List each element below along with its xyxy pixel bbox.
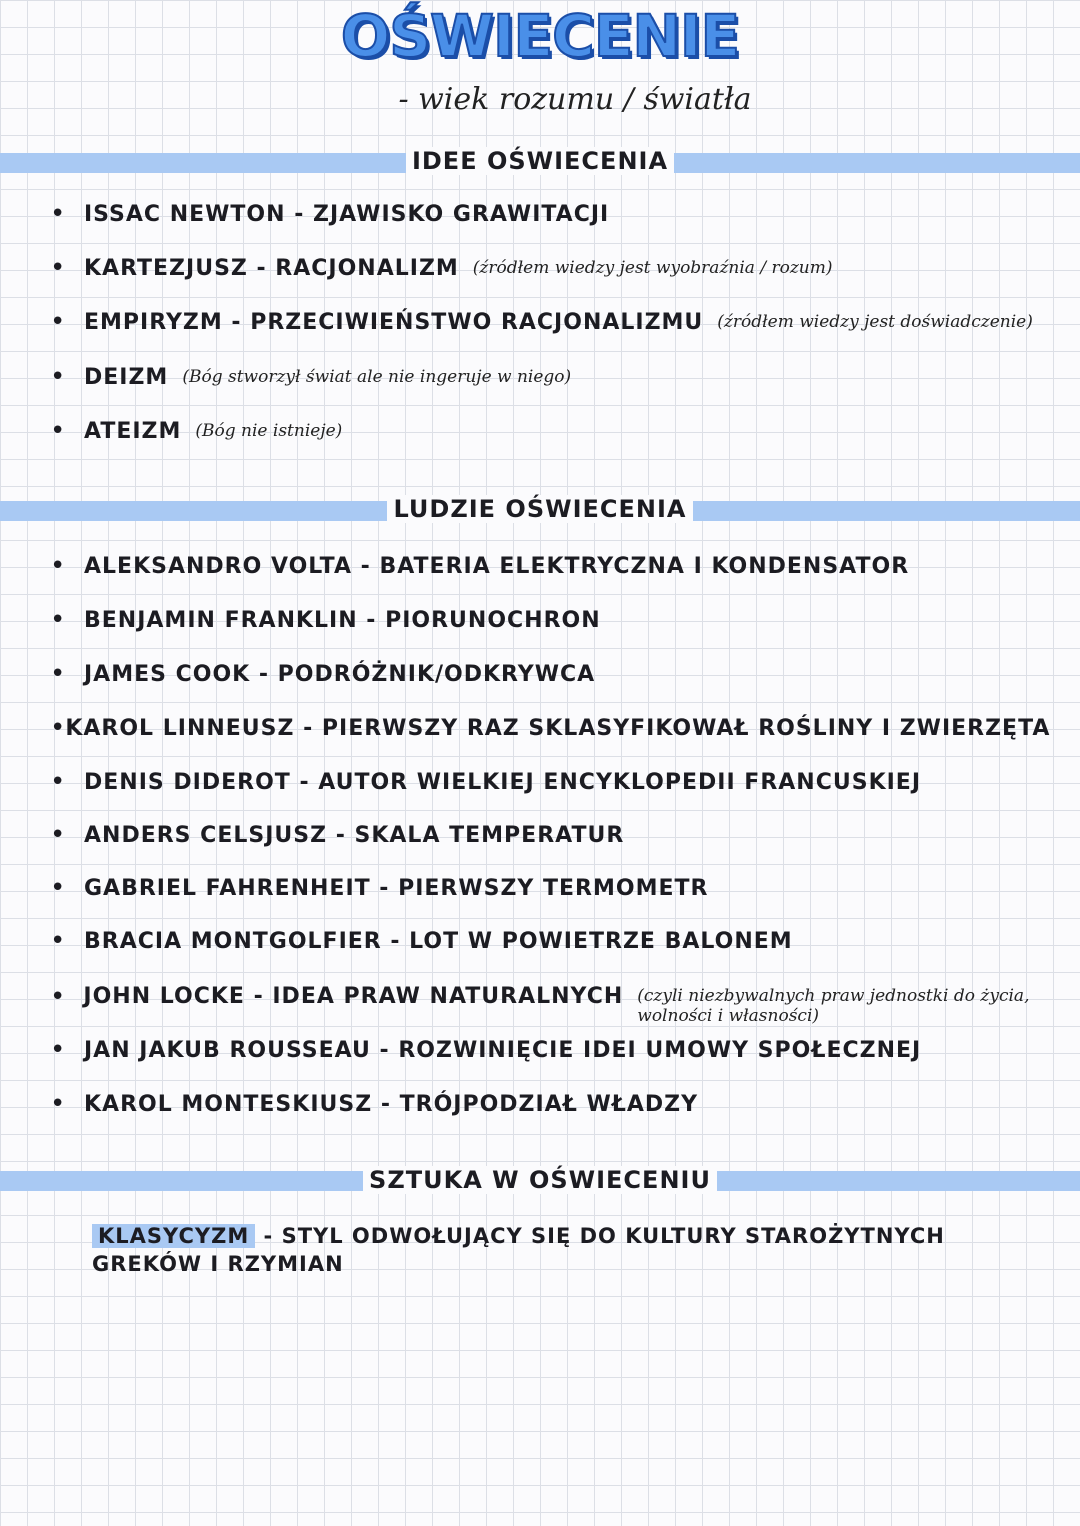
section-heading-ludzie bbox=[0, 495, 1080, 523]
section-heading-ludzie-text: LUDZIE OŚWIECENIA bbox=[387, 495, 692, 523]
bullet-icon: • bbox=[50, 820, 66, 850]
bullet-icon: • bbox=[50, 713, 66, 743]
item-note: (źródłem wiedzy jest doświadczenie) bbox=[717, 312, 1033, 332]
bullet-icon: • bbox=[50, 362, 66, 392]
item-main: JOHN LOCKE - IDEA PRAW NATURALNYCH bbox=[83, 984, 624, 1009]
list-item bbox=[50, 546, 1040, 586]
item-main: DENIS DIDEROT - AUTOR WIELKIEJ ENCYKLOPEDII FRANCUSKIEJ bbox=[84, 769, 922, 795]
list-item bbox=[50, 357, 1040, 397]
item-note: (źródłem wiedzy jest wyobraźnia / rozum) bbox=[472, 258, 833, 278]
item-main: DEIZM bbox=[84, 364, 169, 390]
klasycyzm-definition bbox=[92, 1222, 1022, 1278]
item-main: ATEIZM bbox=[84, 418, 182, 444]
page-title: OŚWIECENIE bbox=[340, 2, 740, 70]
bullet-icon: • bbox=[50, 253, 66, 283]
page-subtitle: - wiek rozumu / światła bbox=[398, 82, 752, 117]
bullet-icon: • bbox=[50, 1035, 66, 1065]
bullet-icon: • bbox=[50, 926, 66, 956]
list-item bbox=[50, 708, 1051, 748]
bullet-icon: • bbox=[50, 659, 66, 689]
list-item bbox=[50, 815, 1040, 855]
list-item bbox=[50, 654, 1040, 694]
section-heading-sztuka bbox=[0, 1166, 1080, 1194]
item-main: EMPIRYZM - PRZECIWIEŃSTWO RACJONALIZMU bbox=[84, 309, 704, 335]
list-item bbox=[50, 248, 1040, 288]
item-note: (czyli niezbywalnych praw jednostki do życia, wolności i własności) bbox=[637, 986, 1030, 1026]
bullet-icon: • bbox=[50, 982, 66, 1012]
section-heading-sztuka-text: SZTUKA W OŚWIECENIU bbox=[363, 1166, 717, 1194]
bullet-icon: • bbox=[50, 605, 66, 635]
list-item bbox=[50, 868, 1040, 908]
bullet-icon: • bbox=[50, 416, 66, 446]
item-main: JAMES COOK - PODRÓŻNIK/ODKRYWCA bbox=[84, 661, 596, 687]
item-main: KAROL MONTESKIUSZ - TRÓJPODZIAŁ WŁADZY bbox=[84, 1091, 699, 1117]
list-item bbox=[50, 194, 1040, 234]
item-main: GABRIEL FAHRENHEIT - PIERWSZY TERMOMETR bbox=[84, 875, 709, 901]
item-main: ALEKSANDRO VOLTA - BATERIA ELEKTRYCZNA I KONDENSATOR bbox=[84, 553, 910, 579]
section-heading-idee bbox=[0, 147, 1080, 175]
list-item bbox=[50, 302, 1040, 342]
highlighted-term: KLASYCYZM bbox=[92, 1224, 255, 1248]
list-item bbox=[50, 1084, 1040, 1124]
list-item bbox=[50, 1030, 1040, 1070]
section-heading-idee-text: IDEE OŚWIECENIA bbox=[406, 147, 674, 175]
list-item bbox=[50, 762, 1040, 802]
list-item bbox=[50, 978, 1040, 1028]
bullet-icon: • bbox=[50, 873, 66, 903]
bullet-icon: • bbox=[50, 1089, 66, 1119]
item-main: JAN JAKUB ROUSSEAU - ROZWINIĘCIE IDEI UMOWY SPOŁECZNEJ bbox=[84, 1037, 922, 1063]
bullet-icon: • bbox=[50, 199, 66, 229]
item-main: KAROL LINNEUSZ - PIERWSZY RAZ SKLASYFIKOWAŁ ROŚLINY I ZWIERZĘTA bbox=[65, 715, 1051, 741]
item-main: KARTEZJUSZ - RACJONALIZM bbox=[84, 255, 459, 281]
item-main: BENJAMIN FRANKLIN - PIORUNOCHRON bbox=[84, 607, 601, 633]
item-main: ANDERS CELSJUSZ - SKALA TEMPERATUR bbox=[84, 822, 625, 848]
list-item bbox=[50, 600, 1040, 640]
term-definition: - STYL ODWOŁUJĄCY SIĘ DO KULTURY STAROŻYTNYCH GREKÓW I RZYMIAN bbox=[92, 1224, 945, 1276]
list-item bbox=[50, 411, 1040, 451]
bullet-icon: • bbox=[50, 551, 66, 581]
item-note: (Bóg nie istnieje) bbox=[195, 421, 343, 441]
item-main: BRACIA MONTGOLFIER - LOT W POWIETRZE BALONEM bbox=[84, 928, 793, 954]
bullet-icon: • bbox=[50, 767, 66, 797]
item-note: (Bóg stworzył świat ale nie ingeruje w niego) bbox=[182, 367, 572, 387]
list-item bbox=[50, 921, 1040, 961]
item-main: ISSAC NEWTON - ZJAWISKO GRAWITACJI bbox=[84, 201, 610, 227]
bullet-icon: • bbox=[50, 307, 66, 337]
